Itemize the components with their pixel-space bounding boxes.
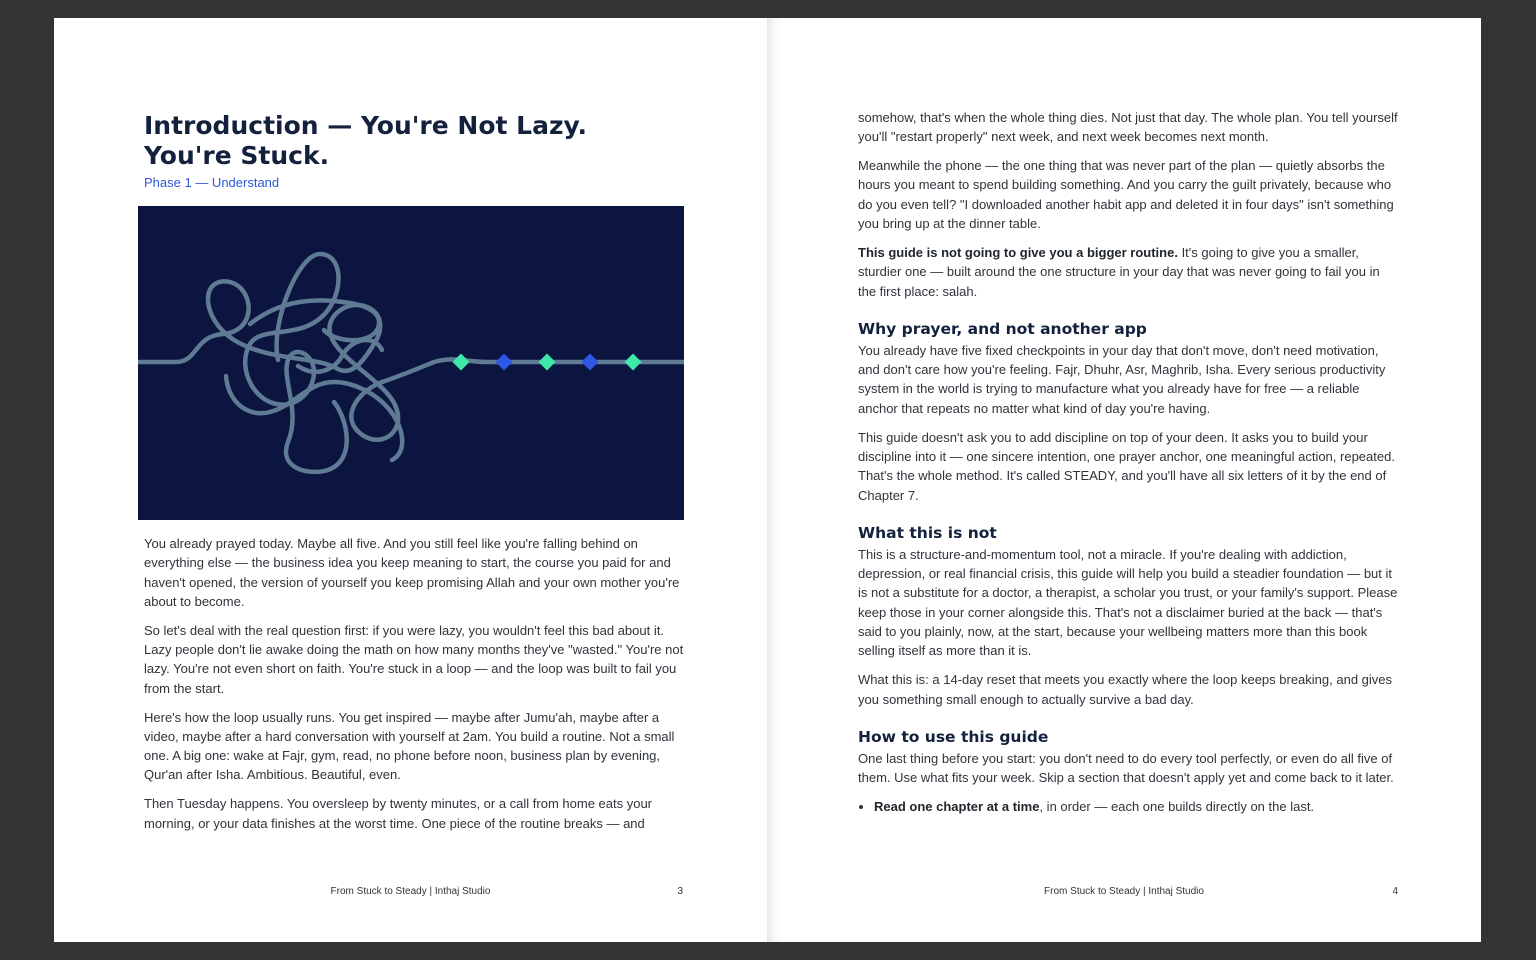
bullet-list (858, 797, 1398, 816)
book-page-right (767, 18, 1481, 942)
phase-label: Phase 1 — Understand (144, 175, 280, 190)
page-footer: From Stuck to Steady | Inthaj Studio (1044, 886, 1204, 897)
body-paragraph: somehow, that's when the whole thing dies. Not just that day. The whole plan. You tell yourself you'll "restart properly" next week, and next week becomes next month. (858, 110, 1398, 145)
page-number: 4 (1392, 886, 1398, 897)
page-number: 3 (677, 886, 683, 897)
bold-lead: Read one chapter at a time (874, 798, 1040, 814)
body-paragraph: This guide doesn't ask you to add discipline on top of your deen. It asks you to build your discipline into it — one sincere intention, one prayer anchor, one meaningful action, repeated. That's the whole method. It's called STEADY, and you'll have all six letters of it by the end of Chapter 7. (858, 429, 1395, 503)
body-paragraph: You already have five fixed checkpoints in your day that don't move, don't need motivation, and don't care how you're feeling. Fajr, Dhuhr, Asr, Maghrib, Isha. Every serious productivity system in the world is trying to manufacture what you already have for free — a reliable anchor that repeats no matter what kind of day you're having. (858, 342, 1386, 416)
bold-lead: This guide is not going to give you a bigger routine. (858, 244, 1178, 260)
paragraph-rest: It's going to give you a smaller, sturdier one — built around the one structure in your day that was never going to fail you in the first place: salah. (858, 244, 1380, 299)
body-paragraph: One last thing before you start: you don't need to do every tool perfectly, or even do all five of them. Use what fits your week. Skip a section that doesn't apply yet and come back to it later. (858, 750, 1394, 786)
body-paragraph: Here's how the loop usually runs. You get inspired — maybe after Jumu'ah, maybe after a video, maybe after a hard conversation with yourself at 2am. You build a routine. Not a small one. A big one: wake at Fajr, gym, read, no phone before noon, business plan by evening, Qur'an after Isha. Ambitious. Beautiful, even. (144, 709, 675, 783)
right-body-text (858, 108, 1398, 816)
section-heading: How to use this guide (858, 727, 1049, 746)
section-heading: Why prayer, and not another app (858, 319, 1147, 338)
body-paragraph: Then Tuesday happens. You oversleep by twenty minutes, or a call from home eats your morning, or your data finishes at the worst time. One piece of the routine breaks — and (144, 796, 653, 831)
list-item (874, 797, 1398, 816)
list-item-rest: , in order — each one builds directly on the last. (1039, 798, 1315, 814)
body-paragraph (858, 243, 1398, 301)
body-paragraph: So let's deal with the real question first: if you were lazy, you wouldn't feel this bad about it. Lazy people don't lie awake doing the math on how many months they've "wasted." You're not lazy. You're not even short on faith. You're stuck in a loop — and the loop was built to fail you from the start. (144, 622, 684, 696)
body-paragraph: Meanwhile the phone — the one thing that was never part of the plan — quietly absorbs the hours you meant to spend building something. And you carry the guilt privately, because who do you even tell? "I downloaded another habit app and deleted it in four days" isn't something you bring up at the dinner table. (858, 158, 1394, 232)
section-heading: What this is not (858, 523, 997, 542)
body-paragraph: You already prayed today. Maybe all five. And you still feel like you're falling behind on everything else — the business idea you keep meaning to start, the course you paid for and haven't opened, the version of yourself you keep promising Allah and your own mother you're about to become. (144, 536, 680, 609)
page-footer: From Stuck to Steady | Inthaj Studio (330, 886, 491, 897)
body-paragraph: This is a structure-and-momentum tool, not a miracle. If you're dealing with addiction, depression, or real financial crisis, this guide will help you build a steadier foundation — but it is not a substitute for a doctor, a therapist, a scholar you trust, or your family's support. Please keep those in your corner alongside this. That's not a disclaimer buried at the back — that's said to you plainly, now, at the start, because your wellbeing matters more than this book selling itself as more than it is. (858, 546, 1398, 659)
body-paragraph: What this is: a 14-day reset that meets you exactly where the loop keeps breaking, and gives you something small enough to actually survive a bad day. (858, 672, 1393, 707)
left-body-text (144, 534, 684, 843)
book-page-left (54, 18, 767, 942)
chapter-title: Introduction — You're Not Lazy. You're Stuck. (144, 111, 587, 170)
hero-illustration-icon (138, 206, 684, 520)
